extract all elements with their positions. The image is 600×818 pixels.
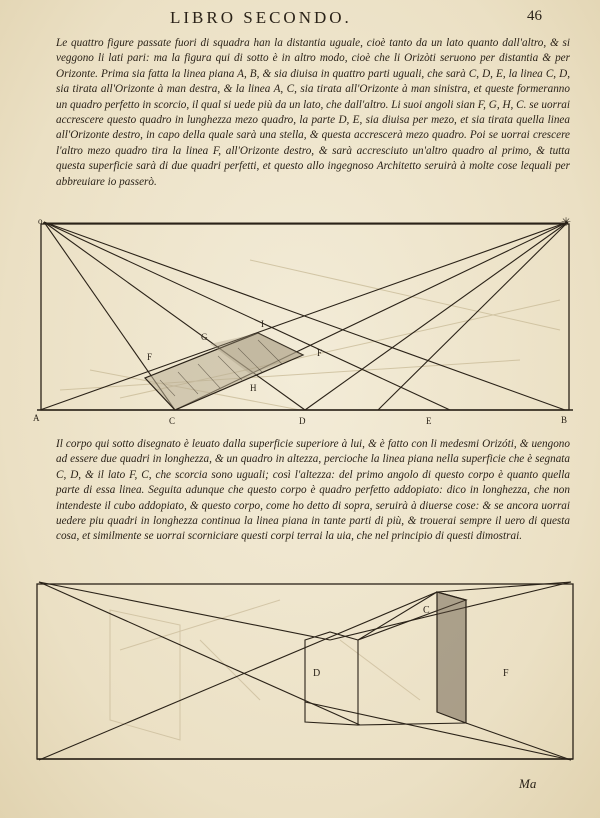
label-d: D [299,416,306,426]
line-left-diag [39,592,437,760]
label-a: A [33,413,40,423]
label-f-left: F [147,352,153,362]
perspective-figure-2 [0,575,600,765]
label-i: I [261,319,264,329]
bleed-through-lines [110,600,420,740]
label-d: D [313,668,321,679]
label-e: E [426,416,432,426]
label-c: C [169,416,176,426]
line-right-lower [466,723,571,760]
paragraph-1: Le quattro figure passate fuori di squadra han la distantia uguale, cioè tanto da un lato quanto dall'altro, & si veggono li lati pari: ma la figura qui di sotto è in altro modo, cioè che li Orizòti seruono per distantia & per Orizonte. Prima sia fatta la linea piana A, B, & sia diuisa in quattro parti uguali, che sarà C, D, E, la linea C, D, sia tirata all'Orizonte à man destra, & la linea A, C, sia tirata all'Orizonte à man sinistra, et queste formeranno un quadro perfetto in scorcio, il qual si uede più da un lato, che dall'altro. Li suoi angoli sian F, G, H, C. se uorrai accrescere questo quadro in lunghezza mezo quadro, la parte D, E, sia diuisa per mezo, et sia tirata quella linea all'Orizonte destro, in capo della quale sarà una stella, & questa accrescerà mezo quadro. Poi se uorrai crescere l'altro mezo quadro tira la linea F, all'Orizonte destro, & sarà accresciuto un'altro quadro al primo, & tutta questa superficie sarà di due quadri perfetti, et questo allo ingegnoso Architetto seruirà à molte cose lequali per abbreuiare io passerò. [56,37,570,188]
label-star: ✳ [561,215,572,229]
label-f-right: F [317,348,323,358]
paragraph-2: Il corpo qui sotto disegnato è leuato dalla superficie superiore à lui, & è fatto con li medesmi Orizóti, & uengono ad essere due quadri in longhezza, & un quadro in altezza, percioche la linea piana nella superficie che è segnata C, D, & il lato F, C, che scorcia sono uguali; così l'altezza: del primo angolo di questo corpo è quanto quella parte di essa linea. Seguita adunque che questo corpo è quadro perfetto addopiato: dico in longhezza, che non intendeste il cubo addopiato, & questo corpo, come ho detto di sopra, seruirà à diuerse cose: & se ancora uorrai uedere piu quadri in longhezza continua la linea piana in tante parti di più, & trouerai sempre il uero di questa cosa, et similmente se uorrai scorniciare questi corpi terrai la uia, che nel principio di questi dimostrai. [56,438,570,543]
page-number: 46 [527,8,542,24]
catchword: Ma [519,776,537,791]
text-block-2 [56,437,570,545]
label-f: F [503,668,509,679]
label-b: B [561,415,568,425]
line-o-e [44,222,450,410]
text-block-1 [56,36,570,190]
line-star-d [305,222,568,410]
bleed-through-lines [60,260,560,410]
running-title: LIBRO SECONDO. [170,8,352,27]
label-h: H [250,383,257,393]
shaded-side-face [437,592,466,723]
bottom-edge [358,723,466,725]
line-left-upper [39,582,330,640]
line-star-half [378,222,568,410]
perspective-figure-1 [0,205,600,430]
figure-frame [41,224,569,410]
label-o: o [38,216,43,226]
label-c: C [423,605,430,616]
label-g: G [201,332,208,342]
page-header [0,6,600,32]
